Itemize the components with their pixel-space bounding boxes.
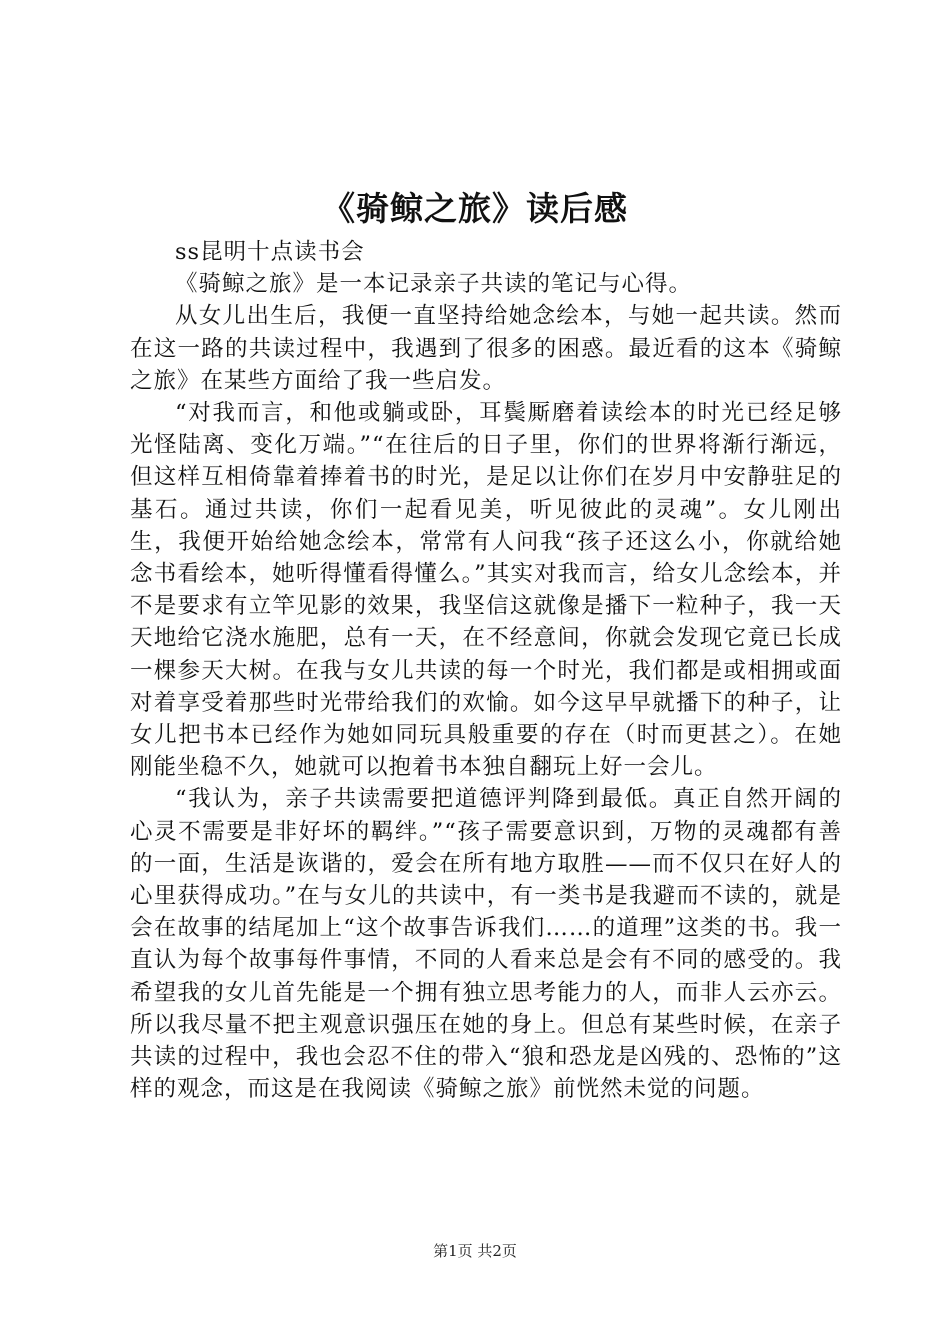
paragraph-3: “我认为，亲子共读需要把道德评判降到最低。真正自然开阔的心灵不需要是非好坏的羁绊。”“孩子需要意识到，万物的灵魂都有善的一面，生活是诙谐的，爱会在所有地方取胜——而不仅只在好人的心里获得成功。”在与女儿的共读中，有一类书是我避而不读的，就是会在故事的结尾加上“这个故事告诉我们……的道理”这类的书。我一直认为每个故事每件事情，不同的人看来总是会有不同的感受的。我希望我的女儿首先能是一个拥有独立思考能力的人，而非人云亦云。所以我尽量不把主观意识强压在她的身上。但总有某些时候，在亲子共读的过程中，我也会忍不住的带入“狼和恐龙是凶残的、恐怖的”这样的观念，而这是在我阅读《骑鲸之旅》前恍然未觉的问题。 <box>130 786 842 1103</box>
paragraph-1: 从女儿出生后，我便一直坚持给她念绘本，与她一起共读。然而在这一路的共读过程中，我遇到了很多的困惑。最近看的这本《骑鲸之旅》在某些方面给了我一些启发。 <box>130 303 842 394</box>
page-footer: 第1页 共2页 <box>433 1242 517 1260</box>
document-title: 《骑鲸之旅》读后感 <box>322 189 628 228</box>
document-body <box>130 236 842 1105</box>
paragraph-2: “对我而言，和他或躺或卧，耳鬓厮磨着读绘本的时光已经足够光怪陆离、变化万端。”“在往后的日子里，你们的世界将渐行渐远，但这样互相倚靠着捧着书的时光，是足以让你们在岁月中安静驻足的基石。通过共读，你们一起看见美，听见彼此的灵魂”。女儿刚出生，我便开始给她念绘本，常常有人问我“孩子还这么小，你就给她念书看绘本，她听得懂看得懂么。”其实对我而言，给女儿念绘本，并不是要求有立竿见影的效果，我坚信这就像是播下一粒种子，我一天天地给它浇水施肥，总有一天，在不经意间，你就会发现它竟已长成一棵参天大树。在我与女儿共读的每一个时光，我们都是或相拥或面对着享受着那些时光带给我们的欢愉。如今这早早就播下的种子，让女儿把书本已经作为她如同玩具般重要的存在（时而更甚之）。在她刚能坐稳不久，她就可以抱着书本独自翻玩上好一会儿。 <box>130 400 842 781</box>
paragraph-intro: 《骑鲸之旅》是一本记录亲子共读的笔记与心得。 <box>175 271 693 298</box>
author-line: ss昆明十点读书会 <box>175 239 365 265</box>
